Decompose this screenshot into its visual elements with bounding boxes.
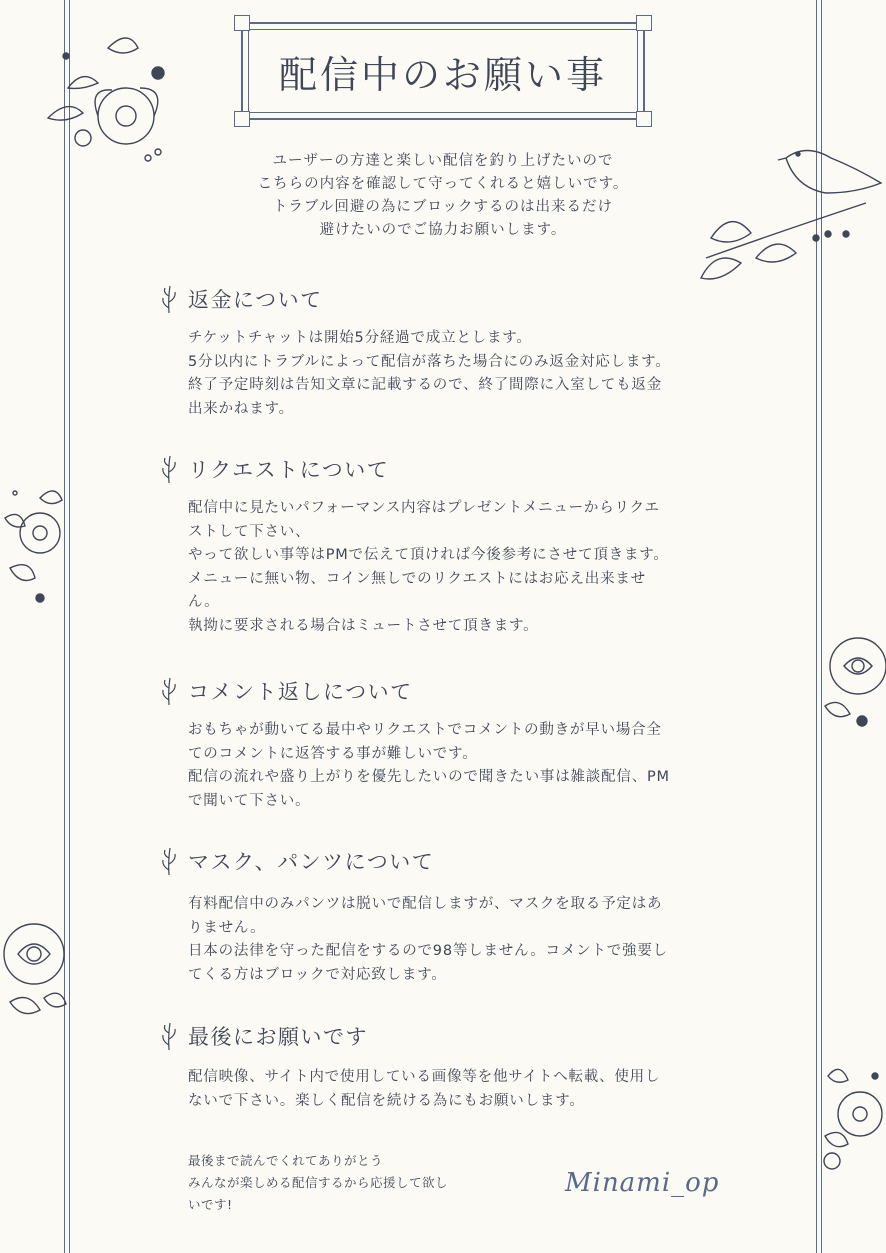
border-line-left-outer — [64, 0, 65, 1253]
rose-illustration-left-bottom — [0, 912, 70, 1027]
signature: Minami_op — [565, 1168, 720, 1198]
intro-text — [200, 150, 686, 242]
leaf-sprig-icon — [158, 454, 180, 484]
bird-branch-illustration — [696, 138, 886, 293]
closing-line: いです! — [188, 1197, 233, 1212]
section-line: ストして下さい、 — [188, 523, 311, 540]
section-line: 有料配信中のみパンツは脱いで配信しますが、マスクを取る予定はあ — [188, 896, 663, 912]
section-body-comments — [188, 719, 740, 813]
border-line-left-inner — [69, 0, 70, 1253]
section-line: 執拗に要求される場合はミュートさせて頂きます。 — [188, 617, 539, 634]
section-line: ん。 — [188, 594, 220, 610]
section-line: 日本の法律を守った配信をするので98等しません。コメントで強要し — [188, 943, 668, 959]
section-heading-mask — [158, 846, 434, 876]
intro-line: こちらの内容を確認して守ってくれると嬉しいです。 — [257, 176, 629, 192]
section-line: 5分以内にトラブルによって配信が落ちた場合にのみ返金対応します。 — [188, 353, 671, 370]
section-line: ないで下さい。楽しく配信を続ける為にもお願いします。 — [188, 1092, 585, 1109]
section-heading-final — [158, 1021, 368, 1051]
section-heading-comments — [158, 676, 413, 706]
section-line: てくる方はブロックで対応致します。 — [188, 966, 447, 983]
intro-line: 避けたいのでご協力お願いします。 — [319, 222, 567, 238]
section-heading-refund — [158, 284, 323, 314]
flower-illustration-left-middle — [0, 478, 66, 618]
intro-line: ユーザーの方達と楽しい配信を釣り上げたいので — [272, 153, 614, 169]
section-line: おもちゃが動いてる最中やリクエストでコメントの動きが早い場合全 — [188, 722, 662, 738]
leaf-sprig-icon — [158, 676, 180, 706]
leaf-sprig-icon — [158, 284, 180, 314]
flower-illustration-top-left — [38, 28, 178, 168]
closing-line: みんなが楽しめる配信するから応援して欲し — [188, 1175, 449, 1190]
section-title: 返金について — [188, 288, 323, 312]
section-heading-request — [158, 454, 389, 484]
section-title: マスク、パンツについて — [188, 850, 435, 874]
closing-note — [188, 1150, 448, 1216]
leaf-sprig-icon — [158, 846, 180, 876]
section-line: 出来かねます。 — [188, 400, 294, 417]
section-line: メニューに無い物、コイン無しでのリクエストにはお応え出来ませ — [188, 570, 646, 587]
section-line: チケットチャットは開始5分経過で成立とします。 — [188, 330, 532, 346]
section-line: 配信の流れや盛り上がりを優先したいので聞きたい事は雑談配信、PM — [188, 769, 670, 785]
rose-illustration-right-middle — [820, 626, 886, 741]
section-body-final — [188, 1066, 740, 1113]
section-line: やって欲しい事等はPMで伝えて頂ければ今後参考にさせて頂きます。 — [188, 547, 669, 563]
section-body-mask — [188, 893, 740, 987]
closing-line: 最後まで読んでくれてありがとう — [188, 1153, 384, 1168]
section-line: 配信映像、サイト内で使用している画像等を他サイトへ転載、使用し — [188, 1069, 661, 1085]
section-title: 最後にお願いです — [188, 1025, 368, 1049]
section-line: 配信中に見たいパフォーマンス内容はプレゼントメニューからリクエ — [188, 500, 660, 516]
page-title: 配信中のお願い事 — [278, 52, 607, 97]
flower-illustration-right-bottom — [820, 1056, 886, 1176]
section-line: 終了予定時刻は告知文章に記載するので、終了間際に入室しても返金 — [188, 377, 663, 393]
section-title: リクエストについて — [188, 458, 390, 482]
section-line: てのコメントに返答する事が難しいです。 — [188, 745, 478, 762]
section-body-request — [188, 497, 740, 638]
section-title: コメント返しについて — [188, 680, 413, 704]
leaf-sprig-icon — [158, 1021, 180, 1051]
intro-line: トラブル回避の為にブロックするのは出来るだけ — [272, 199, 614, 215]
section-body-refund — [188, 327, 740, 421]
section-line: りません。 — [188, 919, 266, 936]
section-line: で聞いて下さい。 — [188, 792, 311, 809]
